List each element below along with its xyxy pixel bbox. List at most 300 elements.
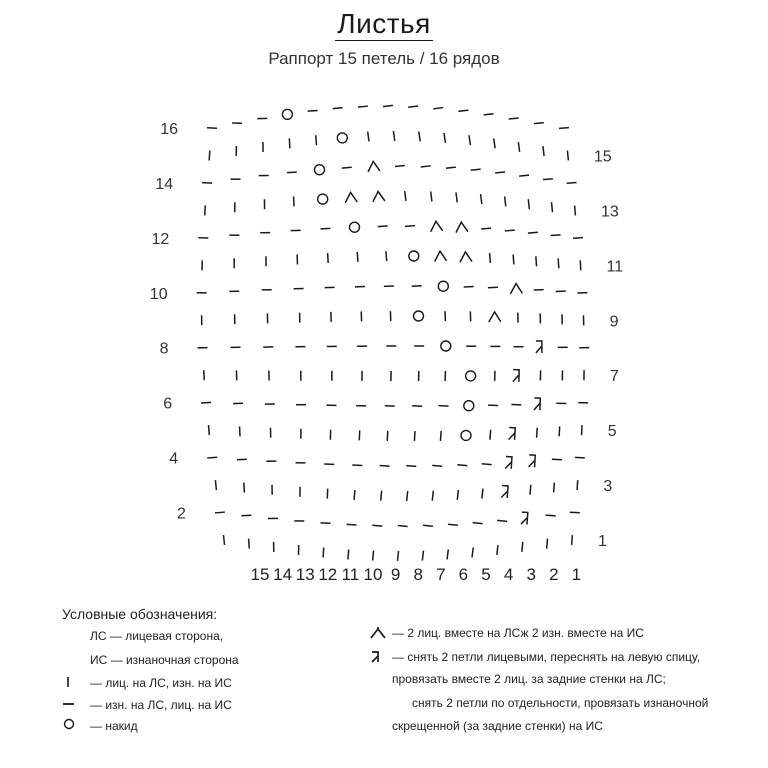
purl-mark [484, 114, 494, 115]
stitch-r7-c12 [513, 370, 519, 382]
stitch-r4-c1 [207, 457, 217, 458]
row-label-15: 15 [593, 148, 612, 166]
stitch-r4-c10 [457, 465, 467, 466]
title-text: Листья [337, 8, 431, 39]
stitch-r2-c12 [497, 520, 507, 521]
stitch-r15-c13 [518, 142, 519, 152]
yarn-over-mark [464, 401, 474, 411]
knit-mark [407, 491, 408, 501]
purl-mark [482, 464, 492, 465]
stitch-r5-c7 [387, 431, 388, 441]
stitch-r3-c8 [407, 491, 408, 501]
purl-mark [481, 228, 491, 229]
stitch-r16-c4 [282, 109, 292, 119]
stitch-r13-c5 [318, 194, 328, 204]
purl-mark [471, 169, 481, 170]
stitch-r12-c8 [405, 226, 415, 227]
stitch-r15-c7 [368, 132, 369, 142]
knit-mark [444, 133, 445, 143]
stitch-r4-c9 [432, 465, 442, 466]
stitch-r3-c11 [482, 489, 483, 499]
stitch-r14-c7 [367, 161, 380, 172]
stitch-r16-c15 [559, 128, 569, 129]
stitch-r14-c13 [519, 175, 529, 176]
stitch-r4-c14 [552, 459, 562, 460]
stitch-r3-c2 [244, 483, 245, 493]
purl-mark [321, 228, 331, 229]
stitch-grid [197, 105, 590, 561]
knit-mark [577, 480, 578, 490]
stitch-r11-c6 [357, 252, 358, 262]
stitch-r1-c1 [223, 535, 224, 545]
stitch-r13-c11 [481, 194, 482, 204]
stitch-r12-c11 [481, 228, 491, 229]
purl-mark [567, 183, 577, 184]
knit-mark [381, 491, 382, 501]
purl-mark [546, 515, 556, 516]
purl-mark [378, 226, 388, 227]
stitch-r1-c15 [572, 535, 573, 545]
purl-mark [448, 524, 458, 525]
stitch-r2-c13 [521, 512, 528, 524]
stitch-r13-c12 [505, 196, 506, 206]
stitch-r1-c7 [373, 551, 374, 561]
stitch-r13-c7 [372, 191, 385, 202]
purl-mark [383, 105, 393, 106]
stitch-r3-c1 [215, 480, 216, 490]
stitch-r2-c2 [241, 515, 251, 516]
stitch-r16-c1 [207, 128, 217, 129]
stitch-r4-c11 [482, 464, 492, 465]
purl-mark [421, 166, 431, 167]
knit-mark [494, 138, 495, 148]
knit-mark [432, 491, 433, 501]
legend-rs: ЛС — лицевая сторона, [90, 629, 224, 643]
stitch-r14-c15 [567, 183, 577, 184]
k2tog-mark [434, 251, 447, 262]
purl-mark [308, 110, 318, 111]
purl-mark [573, 238, 583, 239]
stitch-r12-c14 [551, 235, 561, 236]
row-label-3: 3 [603, 478, 613, 496]
ssk-symbol-icon [368, 648, 388, 666]
knit-mark [387, 431, 388, 441]
purl-mark [509, 118, 519, 119]
stitch-r6-c10 [464, 401, 474, 411]
purl-mark [458, 110, 468, 111]
knit-mark [419, 132, 420, 142]
column-label-6: 6 [458, 565, 469, 584]
stitch-r6-c1 [201, 402, 211, 403]
purl-mark [433, 108, 443, 109]
knit-mark [518, 142, 519, 152]
stitch-r15-c1 [209, 151, 210, 161]
knit-mark [373, 551, 374, 561]
k2tog-mark [455, 222, 468, 233]
knit-mark [530, 485, 531, 495]
purl-symbol-icon [62, 697, 78, 711]
stitch-r3-c9 [432, 491, 433, 501]
stitch-r15-c6 [337, 133, 347, 143]
stitch-r15-c9 [419, 132, 420, 142]
stitch-r4-c8 [406, 466, 416, 467]
stitch-r12-c15 [573, 238, 583, 239]
legend-ssk-line-1: — снять 2 петли лицевыми, переснять на левую спицу, [392, 650, 701, 664]
row-label-16: 16 [160, 121, 178, 138]
stitch-r14-c8 [395, 165, 405, 166]
k2tog-mark [345, 192, 358, 203]
k2tog-mark [430, 221, 443, 232]
stitch-r4-c13 [529, 455, 536, 467]
stitch-r5-c11 [490, 430, 491, 440]
stitch-r1-c6 [348, 549, 349, 559]
stitch-r15-c15 [567, 151, 568, 161]
stitch-r16-c10 [433, 108, 443, 109]
purl-mark [215, 512, 225, 513]
knit-mark [543, 146, 544, 156]
stitch-r1-c14 [547, 539, 548, 549]
column-label-12: 12 [318, 565, 338, 584]
stitch-r5-c10 [461, 430, 471, 440]
chart-subtitle: Раппорт 15 петель / 16 рядов [268, 49, 500, 68]
purl-mark [534, 123, 544, 124]
ssk-mark [501, 486, 508, 498]
knit-mark [215, 480, 216, 490]
row-label-8: 8 [159, 340, 169, 358]
stitch-r15-c8 [393, 131, 394, 141]
ssk-mark [521, 512, 528, 524]
knit-mark [481, 194, 482, 204]
column-label-2: 2 [549, 565, 559, 584]
stitch-r14-c9 [421, 166, 431, 167]
stitch-r12-c12 [505, 230, 515, 231]
purl-mark [398, 526, 408, 527]
yarn-over-mark [282, 109, 292, 119]
knit-mark [354, 490, 355, 500]
legend-yo: — накид [90, 719, 138, 733]
stitch-r14-c10 [446, 167, 456, 168]
legend-ssk-line-4: скрещенной (за задние стенки) на ИС [392, 719, 603, 733]
knit-mark [537, 428, 538, 438]
stitch-r11-c7 [386, 251, 387, 261]
stitch-r16-c13 [509, 118, 519, 119]
stitch-r16-c11 [458, 110, 468, 111]
column-label-1: 1 [571, 565, 582, 584]
stitch-r1-c8 [397, 551, 398, 561]
purl-mark [201, 402, 211, 403]
row-label-13: 13 [601, 203, 619, 221]
purl-mark [333, 108, 343, 109]
purl-mark [505, 230, 515, 231]
knit-mark [209, 151, 210, 161]
ssk-mark [536, 341, 542, 353]
knit-mark [422, 551, 423, 561]
ssk-mark [534, 398, 540, 410]
stitch-r15-c4 [289, 138, 290, 148]
stitch-r1-c13 [522, 542, 523, 552]
stitch-r10-c9 [438, 281, 448, 291]
stitch-r14-c12 [495, 172, 505, 173]
stitch-r9-c11 [489, 312, 501, 322]
ssk-mark [505, 456, 512, 468]
row-label-6: 6 [163, 395, 173, 413]
purl-mark [457, 465, 467, 466]
knit-mark [522, 542, 523, 552]
yarn-over-mark [318, 194, 328, 204]
row-label-5: 5 [607, 423, 617, 441]
column-label-10: 10 [363, 565, 383, 584]
purl-mark [207, 457, 217, 458]
stitch-r4-c7 [380, 465, 390, 466]
row-label-1: 1 [598, 533, 607, 550]
knit-mark [223, 535, 224, 545]
knit-mark [490, 430, 491, 440]
legend-title: Условные обозначения: [62, 606, 218, 622]
stitch-r12-c6 [350, 222, 360, 232]
stitch-r11-c14 [558, 258, 559, 268]
knit-mark [513, 255, 514, 265]
purl-mark [372, 525, 382, 526]
stitch-r11-c10 [459, 252, 472, 263]
yarn-over-mark [441, 341, 451, 351]
column-label-7: 7 [436, 565, 446, 584]
stitch-r14-c6 [342, 167, 352, 168]
stitch-r16-c9 [408, 106, 418, 107]
column-label-13: 13 [295, 565, 315, 584]
stitch-r13-c14 [552, 202, 553, 212]
stitch-r5-c13 [537, 428, 538, 438]
stitch-r2-c1 [215, 512, 225, 513]
purl-mark [551, 235, 561, 236]
stitch-r7-c10 [466, 371, 476, 381]
knit-mark [457, 490, 458, 500]
knit-mark [393, 131, 394, 141]
row-label-14: 14 [155, 175, 174, 193]
stitch-r3-c6 [354, 490, 355, 500]
stitch-r13-c10 [456, 192, 457, 202]
column-label-8: 8 [413, 565, 423, 584]
knit-mark [386, 251, 387, 261]
knit-mark [348, 549, 349, 559]
stitch-r12-c9 [430, 221, 443, 232]
stitch-r11-c11 [490, 253, 491, 263]
stitch-r8-c9 [441, 341, 451, 351]
stitch-r1-c11 [472, 548, 473, 558]
yarn-over-mark [461, 430, 471, 440]
row-label-4: 4 [169, 450, 179, 468]
stitch-r14-c5 [315, 165, 325, 175]
knit-mark [554, 483, 555, 493]
stitch-r1-c12 [497, 545, 498, 555]
stitch-r14-c11 [471, 169, 481, 170]
column-label-4: 4 [503, 565, 514, 584]
column-label-3: 3 [526, 565, 536, 584]
knit-mark [244, 483, 245, 493]
stitch-r2-c11 [473, 523, 483, 524]
stitch-r15-c14 [543, 146, 544, 156]
row-label-2: 2 [176, 505, 186, 523]
knit-mark [497, 545, 498, 555]
purl-mark [405, 226, 415, 227]
purl-mark [432, 465, 442, 466]
k2tog-symbol-icon [368, 625, 388, 643]
row-label-10: 10 [149, 285, 168, 303]
knit-mark [440, 431, 441, 441]
knit-mark [316, 135, 317, 145]
knit-mark [405, 191, 406, 201]
k2tog-mark [372, 191, 385, 202]
ssk-mark [529, 455, 536, 467]
stitch-r15-c10 [444, 133, 445, 143]
purl-mark [207, 128, 217, 129]
knit-mark [580, 260, 581, 270]
yarn-over-mark [337, 133, 347, 143]
stitch-r13-c15 [575, 205, 576, 215]
knit-mark [414, 431, 415, 441]
purl-mark [446, 167, 456, 168]
purl-mark [380, 465, 390, 466]
k2tog-mark [459, 252, 472, 263]
stitch-r16-c5 [308, 110, 318, 111]
row-label-12: 12 [151, 230, 170, 248]
knit-symbol-icon [62, 674, 76, 690]
column-label-5: 5 [481, 565, 491, 584]
stitch-r13-c9 [431, 191, 432, 201]
knit-mark [328, 253, 329, 263]
purl-mark [543, 179, 553, 180]
legend-ws: ИС — изнаночная сторона [90, 653, 239, 667]
stitch-r1-c2 [249, 539, 250, 549]
stitch-r4-c12 [505, 456, 512, 468]
stitch-r15-c5 [316, 135, 317, 145]
purl-mark [241, 515, 251, 516]
purl-mark [519, 175, 529, 176]
k2tog-mark [510, 283, 522, 293]
stitch-r16-c12 [484, 114, 494, 115]
stitch-r5-c14 [559, 426, 560, 436]
stitch-r5-c1 [209, 425, 210, 435]
stitch-r2-c7 [372, 525, 382, 526]
purl-mark [497, 520, 507, 521]
yarn-over-mark [315, 165, 325, 175]
stitch-r12-c10 [455, 222, 468, 233]
yarn-over-mark [350, 222, 360, 232]
row-label-9: 9 [609, 313, 619, 331]
stitch-r13-c13 [528, 199, 529, 209]
stitch-r2-c8 [398, 526, 408, 527]
stitch-r3-c10 [457, 490, 458, 500]
legend-knit: — лиц. на ЛС, изн. на ИС [90, 676, 232, 690]
knit-mark [559, 426, 560, 436]
stitch-r1-c10 [447, 549, 448, 559]
knit-mark [490, 253, 491, 263]
stitch-r11-c13 [536, 256, 537, 266]
stitch-r10-c12 [510, 283, 522, 293]
knit-mark [572, 535, 573, 545]
stitch-r13-c6 [345, 192, 358, 203]
stitch-r15-c11 [469, 135, 470, 145]
knit-mark [552, 202, 553, 212]
knit-mark [472, 548, 473, 558]
column-label-9: 9 [390, 565, 401, 584]
legend-purl: — изн. на ЛС, лиц. на ИС [90, 698, 232, 712]
knit-mark [249, 539, 250, 549]
purl-mark [552, 459, 562, 460]
knit-mark [469, 135, 470, 145]
purl-mark [408, 106, 418, 107]
stitch-r5-c9 [440, 431, 441, 441]
stitch-r5-c8 [414, 431, 415, 441]
stitch-r2-c6 [347, 524, 357, 525]
purl-mark [347, 524, 357, 525]
knit-mark [482, 489, 483, 499]
legend-ssk-line-2: провязать вместе 2 лиц. за задние стенки на ЛС; [392, 672, 666, 686]
stitch-r2-c9 [423, 525, 433, 526]
column-label-14: 14 [273, 565, 293, 584]
row-label-7: 7 [610, 368, 619, 386]
knit-mark [505, 196, 506, 206]
purl-mark [358, 106, 368, 107]
column-label-11: 11 [341, 565, 360, 584]
purl-mark [495, 172, 505, 173]
row-and-column-labels [150, 121, 623, 584]
purl-mark [395, 165, 405, 166]
knit-mark [567, 151, 568, 161]
knit-mark [209, 425, 210, 435]
stitch-r3-c7 [381, 491, 382, 501]
knit-mark [575, 205, 576, 215]
stitch-r3-c12 [501, 486, 508, 498]
stitch-r12-c13 [528, 232, 538, 233]
knit-mark [289, 138, 290, 148]
knit-mark [528, 199, 529, 209]
stitch-r5-c12 [509, 428, 516, 440]
stitch-r16-c14 [534, 123, 544, 124]
stitch-r13-c8 [405, 191, 406, 201]
column-label-15: 15 [250, 565, 270, 584]
stitch-r14-c14 [543, 179, 553, 180]
purl-mark [473, 523, 483, 524]
ssk-mark [513, 370, 519, 382]
stitch-r11-c9 [434, 251, 447, 262]
stitch-r11-c5 [328, 253, 329, 263]
stitch-r9-c8 [414, 311, 424, 321]
ssk-mark [509, 428, 516, 440]
knit-mark [536, 256, 537, 266]
yarn-over-mark [466, 371, 476, 381]
stitch-r11-c12 [513, 255, 514, 265]
stitch-r11-c15 [580, 260, 581, 270]
knit-mark [547, 539, 548, 549]
stitch-r11-c8 [409, 251, 419, 261]
stitch-r12-c5 [321, 228, 331, 229]
stitch-r8-c13 [536, 341, 542, 353]
stitch-r6-c13 [534, 398, 540, 410]
stitch-r12-c7 [378, 226, 388, 227]
yarn-over-mark [438, 281, 448, 291]
stitch-r16-c6 [333, 108, 343, 109]
knit-mark [368, 132, 369, 142]
stitch-r2-c10 [448, 524, 458, 525]
stitch-r2-c15 [570, 512, 580, 513]
purl-mark [570, 512, 580, 513]
knit-mark [456, 192, 457, 202]
purl-mark [342, 167, 352, 168]
stitch-r2-c14 [546, 515, 556, 516]
yarn-over-mark [409, 251, 419, 261]
stitch-r16-c7 [358, 106, 368, 107]
row-label-11: 11 [606, 258, 624, 276]
